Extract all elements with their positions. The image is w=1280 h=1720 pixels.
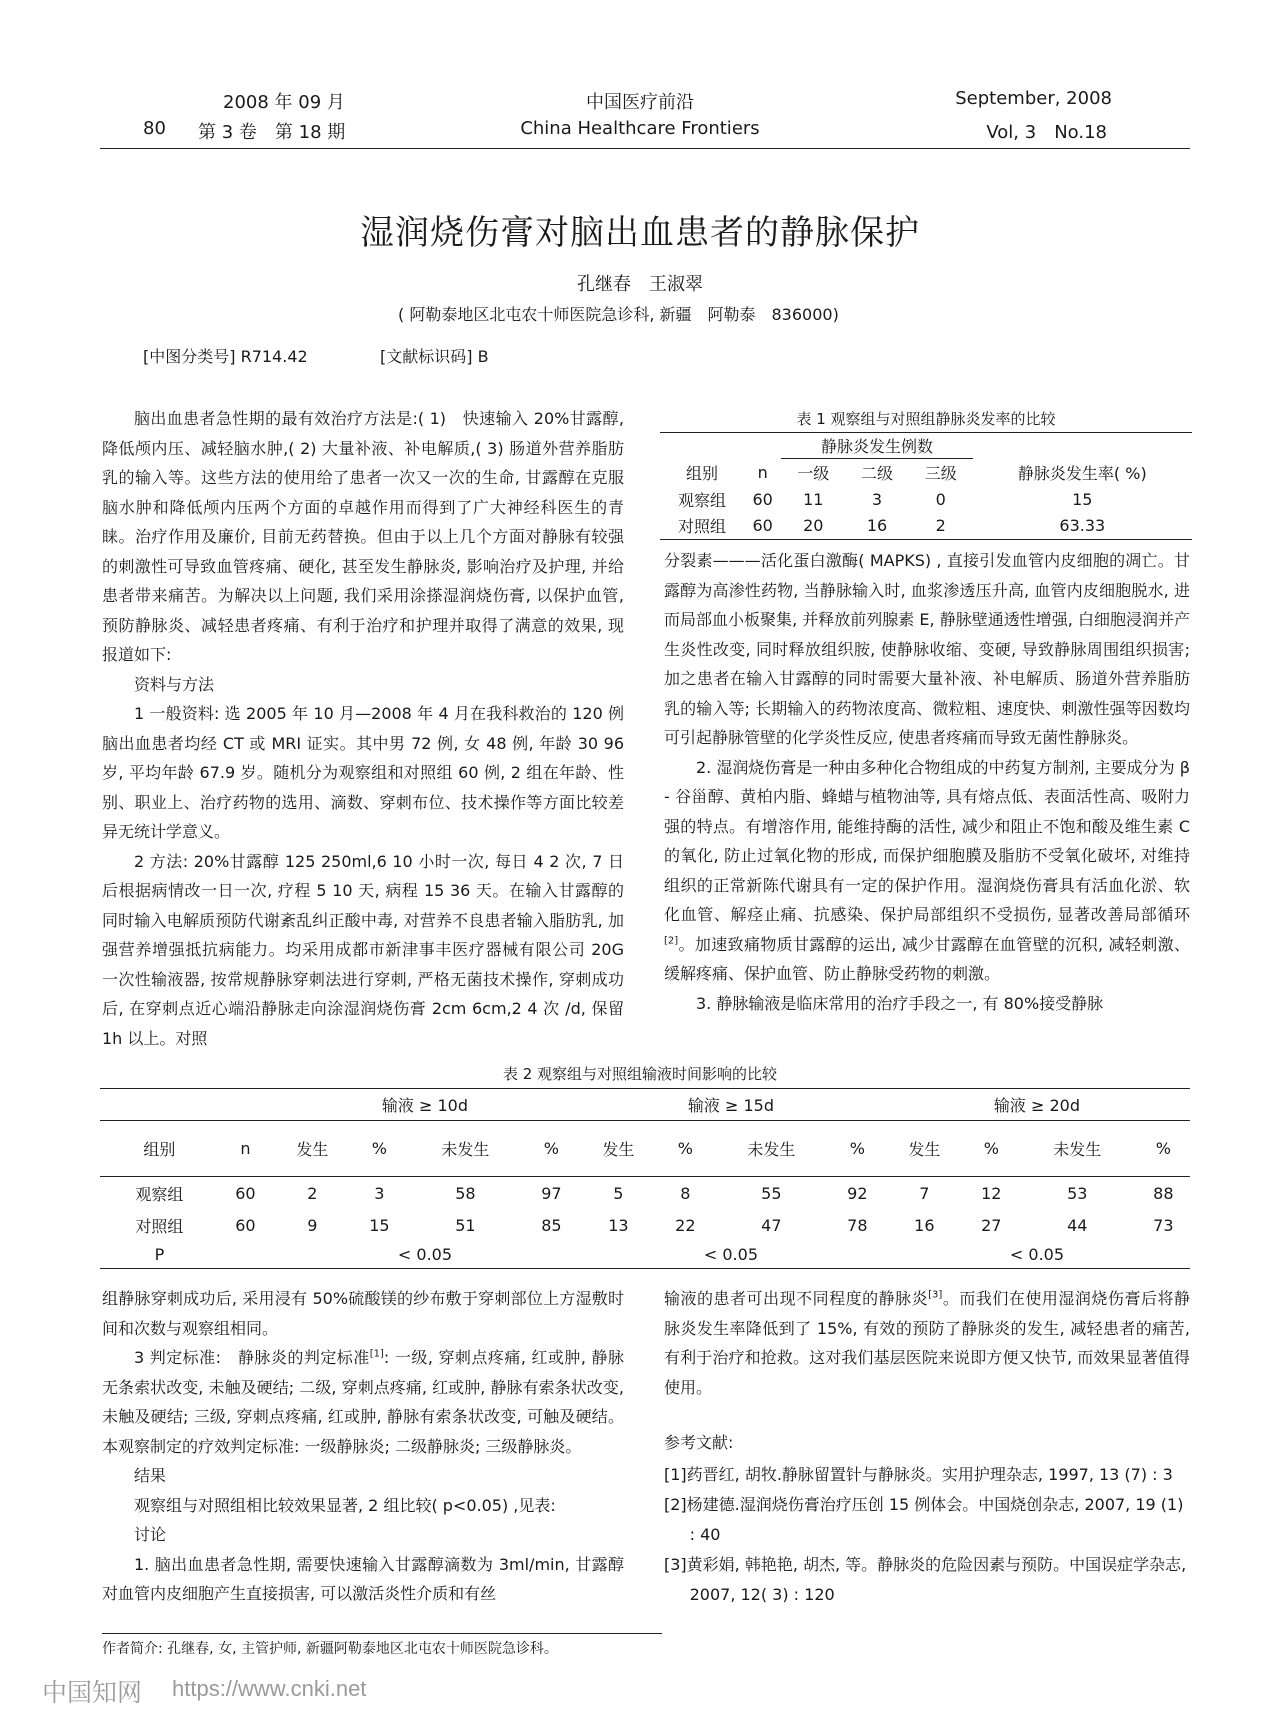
- table2-col-header: %: [659, 1121, 712, 1177]
- table-cell: 对照组: [677, 517, 726, 537]
- table1-col-grade3: 三级: [924, 463, 957, 483]
- table-cell: 3: [353, 1177, 406, 1211]
- table-cell: 7: [884, 1177, 965, 1211]
- table-cell: 16: [866, 516, 888, 536]
- table-row: [100, 1211, 1190, 1241]
- intro-paragraph: 脑出血患者急性期的最有效治疗方法是:( 1) 快速输入 20%甘露醇, 降低颅内压、减轻脑水肿,( 2) 大量补液、补电解质,( 3) 肠道外营养脂肪乳的输入等。这些方法的使用给了患者一次又一次的生命, 甘露醇在克服脑水肿和降低颅内压两个方面的卓越作用而得到了广大神经科医生的青睐。治疗作用及廉价, 目前无药替换。但由于以上几个方面对静脉有较强的刺激性可导致血管疼痛、硬化, 甚至发生静脉炎, 影响治疗及护理, 并给患者带来痛苦。为解决以上问题, 我们采用涂搽湿润烧伤膏, 以保护血管, 预防静脉炎、减轻患者疼痛、有利于治疗和护理并取得了满意的效果, 现报道如下:: [102, 409, 624, 664]
- table-cell: 73: [1153, 1216, 1174, 1235]
- table-cell: 13: [608, 1216, 629, 1235]
- reference-item: [2]杨建德.湿润烧伤膏治疗压创 15 例体会。中国烧创杂志, 2007, 19 (1) : 40: [664, 1495, 1184, 1544]
- results-paragraph: 观察组与对照组相比较效果显著, 2 组比较( p<0.05) ,见表:: [134, 1495, 556, 1515]
- table2-col-header: %: [831, 1121, 884, 1177]
- cnki-watermark-url: https://www.cnki.net: [172, 1676, 367, 1701]
- table2-group-20d: 输液 ≥ 20d: [993, 1096, 1080, 1115]
- table1: [660, 432, 1192, 540]
- header-vol-issue-cn: 第 3 卷 第 18 期: [198, 122, 346, 143]
- table-cell: 15: [369, 1216, 390, 1235]
- table-cell: 44: [1067, 1216, 1088, 1235]
- table-cell: 58: [406, 1177, 525, 1211]
- heading-methods: 资料与方法: [134, 674, 215, 694]
- control-paragraph: 组静脉穿刺成功后, 采用浸有 50%硫酸镁的纱布敷于穿刺部位上方湿敷时间和次数与观察组相同。: [102, 1289, 624, 1338]
- header-date-cn: 2008 年 09 月: [223, 92, 345, 113]
- table2-p-label: P: [154, 1244, 165, 1264]
- table2-group-10d: 输液 ≥ 10d: [381, 1096, 469, 1115]
- table2-p-value: < 0.05: [397, 1244, 453, 1264]
- conclusion-paragraph: [664, 1284, 1190, 1402]
- cnki-watermark-cn: 中国知网: [42, 1678, 143, 1707]
- heading-discussion: 讨论: [134, 1525, 167, 1544]
- table-cell: 88: [1137, 1177, 1190, 1211]
- table2-col-header: n: [219, 1121, 272, 1177]
- table2-col-header: 组别: [100, 1121, 219, 1177]
- citation-ref-3: [3]: [928, 1289, 943, 1301]
- table-cell: 11: [803, 489, 824, 509]
- header-date-en: September, 2008: [955, 88, 1112, 109]
- table1-col-grade2: 二级: [860, 463, 893, 483]
- header-rule: [100, 148, 1190, 149]
- table-cell: 55: [712, 1177, 831, 1211]
- infusion-paragraph: 3. 静脉输液是临床常用的治疗手段之一, 有 80%接受静脉: [696, 993, 1104, 1013]
- table2-col-header: %: [1137, 1121, 1190, 1177]
- left-column-lower: [102, 1284, 624, 1609]
- author-note: 作者简介: 孔继春, 女, 主管护师, 新疆阿勒泰地区北屯农十师医院急诊科。: [102, 1641, 558, 1657]
- table-cell: 16: [914, 1216, 935, 1235]
- left-column-upper: [102, 404, 624, 1053]
- table1-col-rate: 静脉炎发生率( %): [1017, 463, 1147, 483]
- table2: [100, 1088, 1190, 1269]
- table-cell: 60: [752, 489, 773, 509]
- table-cell: 3: [871, 489, 883, 509]
- article-doc-code: [文献标识码] B: [380, 347, 489, 366]
- table2-col-header: 发生: [884, 1121, 965, 1177]
- table1-header-row: [660, 459, 1192, 486]
- table2-col-header: %: [353, 1121, 406, 1177]
- header-journal-cn: 中国医疗前沿: [586, 92, 694, 113]
- heading-results: 结果: [134, 1466, 167, 1485]
- table2-group-15d: 输液 ≥ 15d: [687, 1096, 774, 1115]
- table-row: [660, 513, 1192, 540]
- table-cell: 0: [935, 489, 946, 509]
- table2-p-row: [100, 1241, 1190, 1269]
- table2-col-header: %: [525, 1121, 578, 1177]
- criteria-paragraph: [102, 1343, 624, 1461]
- table1-col-n: n: [757, 462, 768, 482]
- references-title: 参考文献:: [664, 1433, 734, 1452]
- table2-col-header: 发生: [578, 1121, 659, 1177]
- table2-col-header: 未发生: [712, 1121, 831, 1177]
- table1-caption: 表 1 观察组与对照组静脉炎发率的比较: [796, 410, 1056, 428]
- footnote-rule: [102, 1633, 662, 1634]
- table-cell: 9: [307, 1216, 318, 1235]
- citation-ref-1: [1]: [369, 1348, 384, 1360]
- header-page-number: 80: [143, 118, 166, 139]
- table1-col-group: 组别: [685, 463, 718, 483]
- reference-item: [1]药晋红, 胡牧.静脉留置针与静脉炎。实用护理杂志, 1997, 13 (7) : 3: [664, 1465, 1173, 1484]
- methods-paragraph: 2 方法: 20%甘露醇 125 250ml,6 10 小时一次, 每日 4 2 次, 7 日后根据病情改一日一次, 疗程 5 10 天, 病程 15 36 天。在输入甘露醇的同时输入电解质预防代谢紊乱纠正酸中毒, 对营养不良患者输入脂肪乳, 加强营养增强抵抗病能力。均采用成都市新津事丰医疗器械有限公司 20G 一次性输液器, 按常规静脉穿刺法进行穿刺, 严格无菌技术操作, 穿刺成功后, 在穿刺点近心端沿静脉走向涂湿润烧伤膏 2cm 6cm,2 4 次 /d, 保留 1h 以上。对照: [102, 851, 624, 1048]
- discussion-paragraph: 1. 脑出血患者急性期, 需要快速输入甘露醇滴数为 3ml/min, 甘露醇对血管内皮细胞产生直接损害, 可以激活炎性介质和有丝: [102, 1554, 624, 1603]
- mechanism-paragraph: 分裂素———活化蛋白激酶( MAPKS) , 直接引发血管内皮细胞的凋亡。甘露醇为高渗性药物, 当静脉输入时, 血浆渗透压升高, 血管内皮细胞脱水, 进而局部血小板聚集, 并释放前列腺素 E, 静脉壁通透性增强, 白细胞浸润并产生炎性改变, 同时释放组织胺, 使静脉收缩、变硬, 导致静脉周围组织损害; 加之患者在输入甘露醇的同时需要大量补液、补电解质、肠道外营养脂肪乳的输入等; 长期输入的药物浓度高、微粒粗、速度快、刺激性强等因数均可引起静脉管壁的化学炎性反应, 使患者疼痛而导致无菌性静脉炎。: [664, 551, 1190, 747]
- table-cell: 92: [831, 1177, 884, 1211]
- table2-p-value: < 0.05: [1009, 1244, 1065, 1264]
- table-cell: 2: [935, 516, 946, 536]
- table-cell: 15: [1072, 489, 1093, 509]
- table-cell: 12: [965, 1177, 1018, 1211]
- article-authors: 孔继春 王淑翠: [577, 274, 703, 295]
- article-clc: [中图分类号] R714.42: [143, 347, 308, 366]
- table-cell: 60: [219, 1177, 272, 1211]
- table-cell: 20: [803, 516, 824, 536]
- ointment-text: 2. 湿润烧伤膏是一种由多种化合物组成的中药复方制剂, 主要成分为 β - 谷甾醇、黄柏内脂、蜂蜡与植物油等, 具有熔点低、表面活性高、吸附力强的特点。有增溶作用, 能维持酶的活性, 减少和阻止不饱和酸及维生素 C 的氧化, 防止过氧化物的形成, 而保护细胞膜及脂肪不受氧化破坏, 对维持组织的正常新陈代谢具有一定的保护作用。湿润烧伤膏具有活血化淤、软化血管、解痉止痛、抗感染、保护局部组织不受损伤, 显著改善局部循环: [664, 757, 1190, 924]
- ointment-text-tail: 。加速致痛物质甘露醇的运出, 减少甘露醇在血管壁的沉积, 减轻刺激、缓解疼痛、保护血管、防止静脉受药物的刺激。: [664, 934, 1190, 983]
- conclusion-text-tail: 。而我们在使用湿润烧伤膏后将静脉炎发生率降低到了 15%, 有效的预防了静脉炎的发生, 减轻患者的痛苦, 有利于治疗和抢救。这对我们基层医院来说即方便又快节, 而效果显著值得使用。: [664, 1289, 1190, 1397]
- table2-p-value: < 0.05: [703, 1244, 758, 1264]
- right-column-upper: [664, 546, 1190, 1018]
- table-cell: 63.33: [1059, 516, 1106, 536]
- table2-col-header: 未发生: [406, 1121, 525, 1177]
- table-cell: 22: [675, 1216, 696, 1235]
- conclusion-text: 输液的患者可出现不同程度的静脉炎: [664, 1289, 929, 1308]
- table-cell: 观察组: [100, 1177, 219, 1211]
- article-title: 湿润烧伤膏对脑出血患者的静脉保护: [360, 213, 920, 253]
- citation-ref-2: [2]: [664, 935, 679, 947]
- table1-col-grade1: 一级: [797, 463, 830, 483]
- table-cell: 60: [235, 1216, 256, 1235]
- table-cell: 观察组: [677, 490, 726, 510]
- references-list: [664, 1460, 1190, 1610]
- table-cell: 53: [1018, 1177, 1137, 1211]
- table2-col-header: 未发生: [1018, 1121, 1137, 1177]
- table-cell: 51: [455, 1216, 476, 1235]
- table-cell: 78: [847, 1216, 868, 1235]
- table2-col-header: %: [965, 1121, 1018, 1177]
- table2-header-row: [100, 1121, 1190, 1177]
- table-cell: 47: [761, 1216, 782, 1235]
- table-cell: 85: [541, 1216, 562, 1235]
- table-cell: 27: [981, 1216, 1002, 1235]
- header-journal-en: China Healthcare Frontiers: [520, 118, 760, 139]
- table-row: [100, 1177, 1190, 1211]
- right-column-lower: [664, 1284, 1190, 1402]
- criteria-text-tail: : 一级, 穿刺点疼痛, 红或肿, 静脉无条索状改变, 未触及硬结; 二级, 穿刺点疼痛, 红或肿, 静脉有索条状改变, 未触及硬结; 三级, 穿刺点疼痛, 红或肿, 静脉有索条状改变, 可触及硬结。本观察制定的疗效判定标准: 一级静脉炎; 二级静脉炎; 三级静脉炎。: [102, 1348, 624, 1456]
- table-cell: 60: [752, 516, 773, 536]
- table-cell: 2: [272, 1177, 353, 1211]
- table-cell: 5: [578, 1177, 659, 1211]
- table-cell: 8: [659, 1177, 712, 1211]
- table-row: [660, 486, 1192, 513]
- reference-item: [3]黄彩娟, 韩艳艳, 胡杰, 等。静脉炎的危险因素与预防。中国误症学杂志, 2007, 12( 3) : 120: [664, 1555, 1187, 1604]
- table-cell: 97: [525, 1177, 578, 1211]
- ointment-paragraph: [664, 753, 1190, 989]
- table-cell: 对照组: [135, 1217, 184, 1236]
- table2-caption: 表 2 观察组与对照组输液时间影响的比较: [502, 1065, 778, 1083]
- article-affiliation: ( 阿勒泰地区北屯农十师医院急诊科, 新疆 阿勒泰 836000): [398, 305, 839, 324]
- header-vol-issue-en: Vol, 3 No.18: [986, 122, 1107, 143]
- general-data-paragraph: 1 一般资料: 选 2005 年 10 月—2008 年 4 月在我科救治的 120 例脑出血患者均经 CT 或 MRI 证实。其中男 72 例, 女 48 例, 年龄 30 96 岁, 平均年龄 67.9 岁。随机分为观察组和对照组 60 例, 2 组在年龄、性别、职业上、治疗药物的选用、滴数、穿刺布位、技术操作等方面比较差异无统计学意义。: [102, 704, 624, 841]
- table2-col-header: 发生: [272, 1121, 353, 1177]
- criteria-text: 3 判定标准: 静脉炎的判定标准: [134, 1348, 370, 1367]
- table1-group-header: 静脉炎发生例数: [781, 433, 972, 459]
